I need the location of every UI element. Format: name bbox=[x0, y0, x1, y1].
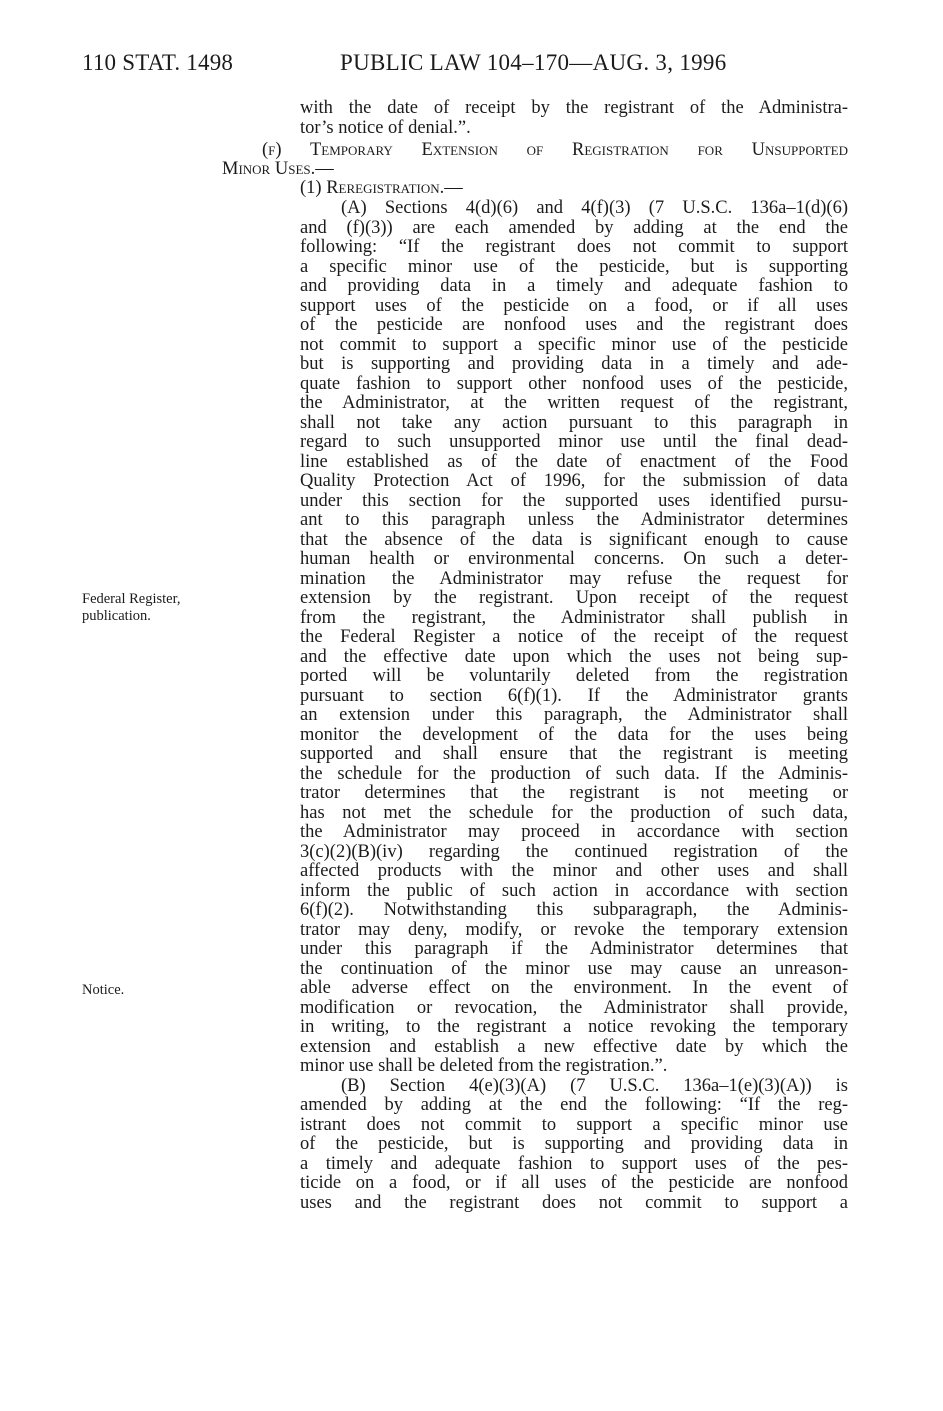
text-line: mination the Administrator may refuse the request for bbox=[300, 569, 848, 589]
text-line: but is supporting and providing data in a timely and ade- bbox=[300, 354, 848, 374]
text-line: amended by adding at the end the following: “If the reg- bbox=[300, 1095, 848, 1115]
text-line: of the pesticide are nonfood uses and the registrant does bbox=[300, 315, 848, 335]
text-line: quate fashion to support other nonfood uses of the pesticide, bbox=[300, 374, 848, 394]
margin-note-line: Federal Register, bbox=[82, 591, 181, 607]
text-line: extension and establish a new effective date by which the bbox=[300, 1037, 848, 1057]
text-line: ported will be voluntarily deleted from the registration bbox=[300, 666, 848, 686]
text-line: and the effective date upon which the uses not being sup- bbox=[300, 647, 848, 667]
paragraph-heading-1: (1) Reregistration.— bbox=[300, 178, 463, 198]
margin-note-line: publication. bbox=[82, 608, 151, 624]
text-line: uses and the registrant does not commit to support a bbox=[300, 1193, 848, 1213]
text-line: monitor the development of the data for the uses being bbox=[300, 725, 848, 745]
subsection-heading-f-cont: Minor Uses.— bbox=[222, 159, 334, 179]
text-line: inform the public of such action in accordance with section bbox=[300, 881, 848, 901]
text-line: supported and shall ensure that the registrant is meeting bbox=[300, 744, 848, 764]
text-line: pursuant to section 6(f)(1). If the Administrator grants bbox=[300, 686, 848, 706]
text-line: ticide on a food, or if all uses of the pesticide are nonfood bbox=[300, 1173, 848, 1193]
text-line: 3(c)(2)(B)(iv) regarding the continued registration of the bbox=[300, 842, 848, 862]
margin-note-federal-register bbox=[82, 591, 180, 625]
text-line: the schedule for the production of such data. If the Adminis- bbox=[300, 764, 848, 784]
text-line: following: “If the registrant does not commit to support bbox=[300, 237, 848, 257]
text-line: trator may deny, modify, or revoke the temporary extension bbox=[300, 920, 848, 940]
text-line: not commit to support a specific minor use of the pesticide bbox=[300, 335, 848, 355]
text-line: under this paragraph if the Administrator determines that bbox=[300, 939, 848, 959]
text-line: human health or environmental concerns. On such a deter- bbox=[300, 549, 848, 569]
text-line: ant to this paragraph unless the Administrator determines bbox=[300, 510, 848, 530]
text-line: the Administrator may proceed in accordance with section bbox=[300, 822, 848, 842]
text-line: modification or revocation, the Administrator shall provide, bbox=[300, 998, 848, 1018]
text-line: shall not take any action pursuant to this paragraph in bbox=[300, 413, 848, 433]
text-line: the Administrator, at the written request of the registrant, bbox=[300, 393, 848, 413]
text-line: tor’s notice of denial.”. bbox=[300, 118, 471, 138]
text-line: line established as of the date of enactment of the Food bbox=[300, 452, 848, 472]
text-line: has not met the schedule for the production of such data, bbox=[300, 803, 848, 823]
text-line: of the pesticide, but is supporting and providing data in bbox=[300, 1134, 848, 1154]
text-line: the Federal Register a notice of the receipt of the request bbox=[300, 627, 848, 647]
page-header-reference: 110 STAT. 1498 bbox=[82, 50, 234, 75]
text-line: regard to such unsupported minor use until the final dead- bbox=[300, 432, 848, 452]
text-line: that the absence of the data is significant enough to cause bbox=[300, 530, 848, 550]
text-line: an extension under this paragraph, the Administrator shall bbox=[300, 705, 848, 725]
page-header-title: PUBLIC LAW 104–170—AUG. 3, 1996 bbox=[340, 50, 727, 75]
text-line: (A) Sections 4(d)(6) and 4(f)(3) (7 U.S.C. 136a–1(d)(6) bbox=[341, 198, 848, 218]
text-line: extension by the registrant. Upon receipt of the request bbox=[300, 588, 848, 608]
text-line: with the date of receipt by the registrant of the Administra- bbox=[300, 98, 848, 118]
text-line: under this section for the supported uses identified pursu- bbox=[300, 491, 848, 511]
text-line: minor use shall be deleted from the registration.”. bbox=[300, 1056, 668, 1076]
margin-note-notice: Notice. bbox=[82, 982, 125, 998]
text-line: and providing data in a timely and adequate fashion to bbox=[300, 276, 848, 296]
text-line: a specific minor use of the pesticide, but is supporting bbox=[300, 257, 848, 277]
text-line: from the registrant, the Administrator shall publish in bbox=[300, 608, 848, 628]
text-line: trator determines that the registrant is not meeting or bbox=[300, 783, 848, 803]
text-line: and (f)(3)) are each amended by adding at the end the bbox=[300, 218, 848, 238]
subsection-heading-f: (f) Temporary Extension of Registration for Unsupported bbox=[262, 140, 848, 160]
text-line: in writing, to the registrant a notice revoking the temporary bbox=[300, 1017, 848, 1037]
text-line: affected products with the minor and other uses and shall bbox=[300, 861, 848, 881]
text-line: istrant does not commit to support a specific minor use bbox=[300, 1115, 848, 1135]
text-line: the continuation of the minor use may cause an unreason- bbox=[300, 959, 848, 979]
text-line: able adverse effect on the environment. In the event of bbox=[300, 978, 848, 998]
text-line: a timely and adequate fashion to support uses of the pes- bbox=[300, 1154, 848, 1174]
text-line: Quality Protection Act of 1996, for the submission of data bbox=[300, 471, 848, 491]
text-line: (B) Section 4(e)(3)(A) (7 U.S.C. 136a–1(e)(3)(A)) is bbox=[341, 1076, 848, 1096]
text-line: 6(f)(2). Notwithstanding this subparagraph, the Adminis- bbox=[300, 900, 848, 920]
text-line: support uses of the pesticide on a food, or if all uses bbox=[300, 296, 848, 316]
